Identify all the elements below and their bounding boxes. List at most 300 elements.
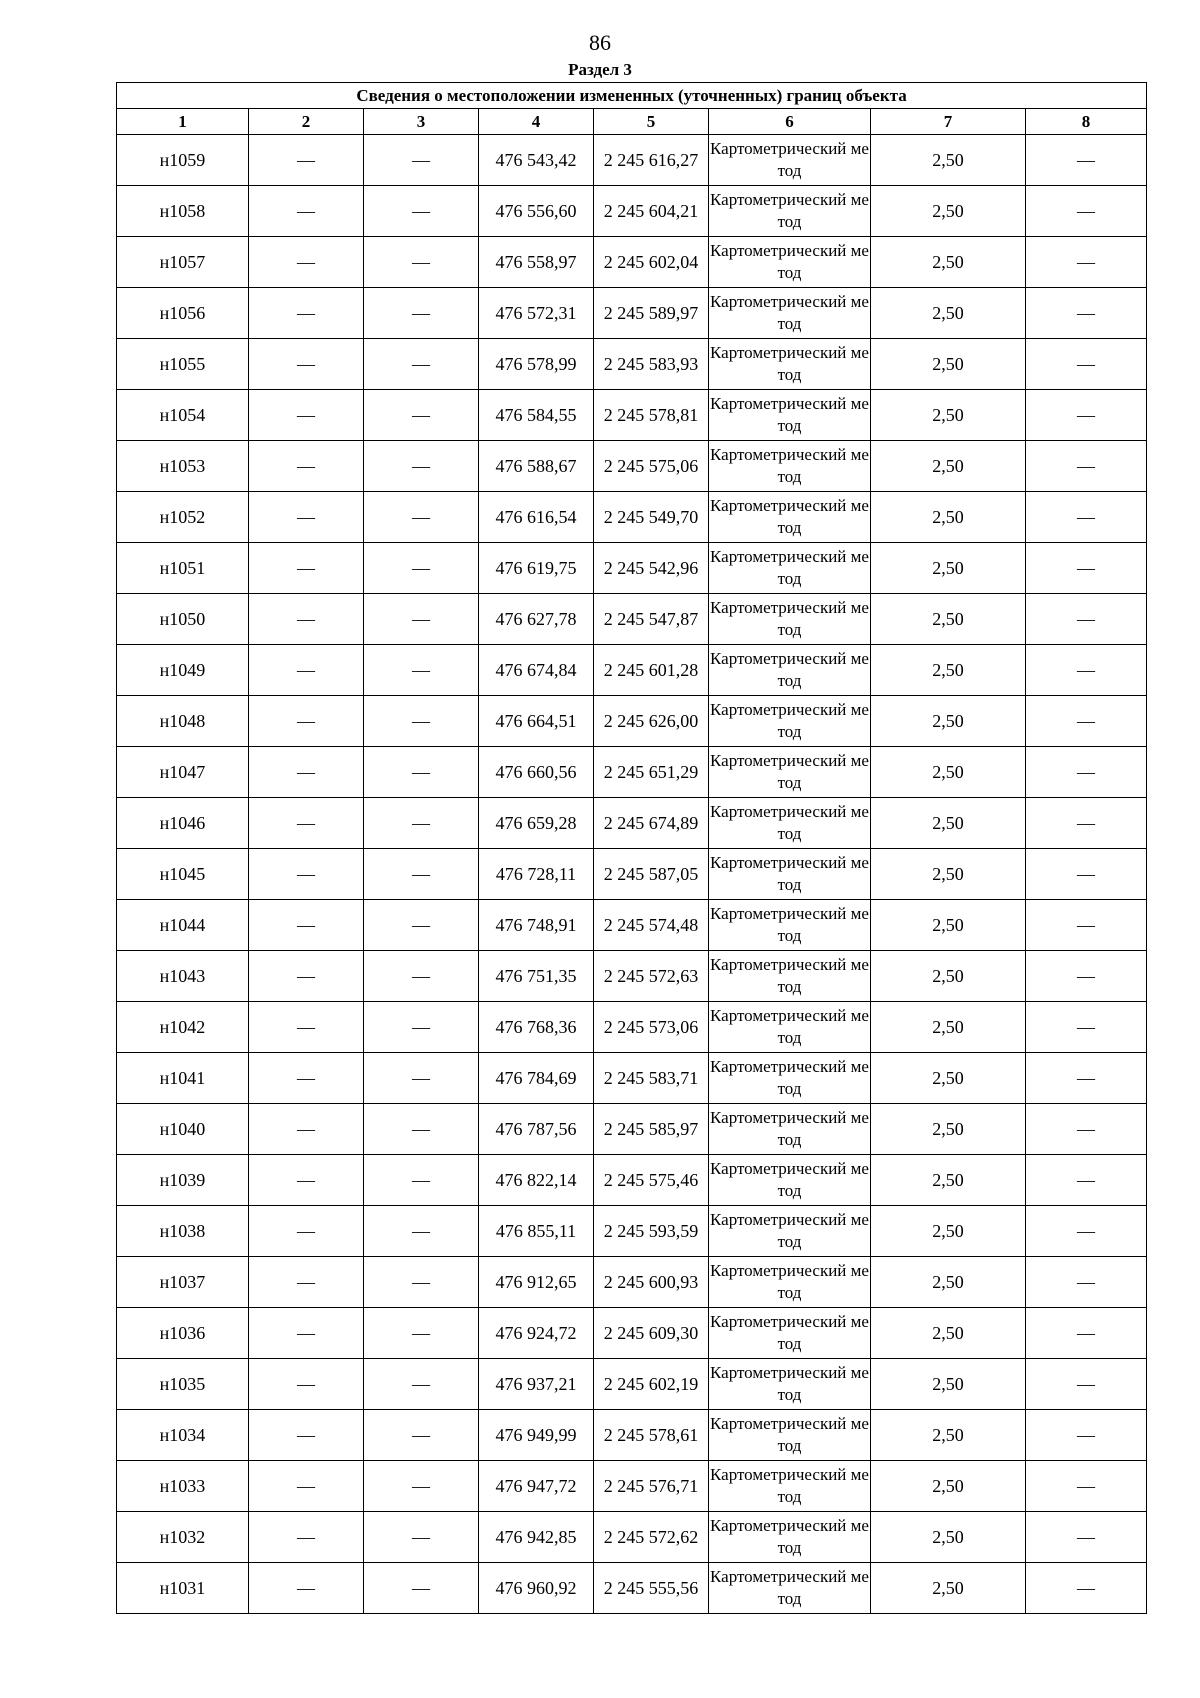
point-name: н1034 [117,1410,249,1461]
y-coordinate: 2 245 574,48 [594,900,709,951]
x-coordinate: 476 784,69 [479,1053,594,1104]
accuracy-cell: 2,50 [871,1206,1026,1257]
col3-cell: — [364,1410,479,1461]
method-cell [709,237,871,288]
col3-cell: — [364,543,479,594]
y-coordinate: 2 245 576,71 [594,1461,709,1512]
point-name: н1054 [117,390,249,441]
y-coordinate: 2 245 547,87 [594,594,709,645]
table-row [117,237,1147,288]
method-text: Картометрический метод [710,1107,869,1149]
x-coordinate: 476 912,65 [479,1257,594,1308]
y-coordinate: 2 245 578,61 [594,1410,709,1461]
col8-cell: — [1026,747,1147,798]
method-cell [709,1002,871,1053]
col8-cell: — [1026,1053,1147,1104]
method-text: Картометрический метод [710,1056,869,1098]
point-name: н1044 [117,900,249,951]
col2-cell: — [249,1359,364,1410]
col2-cell: — [249,339,364,390]
col8-cell: — [1026,135,1147,186]
table-row [117,849,1147,900]
method-cell [709,186,871,237]
point-name: н1039 [117,1155,249,1206]
y-coordinate: 2 245 593,59 [594,1206,709,1257]
point-name: н1031 [117,1563,249,1614]
x-coordinate: 476 949,99 [479,1410,594,1461]
column-number: 6 [709,109,871,135]
point-name: н1045 [117,849,249,900]
point-name: н1040 [117,1104,249,1155]
table-caption: Сведения о местоположении измененных (уточненных) границ объекта [117,83,1147,109]
y-coordinate: 2 245 602,19 [594,1359,709,1410]
point-name: н1032 [117,1512,249,1563]
col3-cell: — [364,594,479,645]
col8-cell: — [1026,1257,1147,1308]
x-coordinate: 476 924,72 [479,1308,594,1359]
col2-cell: — [249,645,364,696]
method-cell [709,288,871,339]
y-coordinate: 2 245 572,62 [594,1512,709,1563]
col8-cell: — [1026,339,1147,390]
col8-cell: — [1026,1563,1147,1614]
col2-cell: — [249,1206,364,1257]
method-text: Картометрический метод [710,1413,869,1455]
table-row [117,1512,1147,1563]
method-text: Картометрический метод [710,138,869,180]
accuracy-cell: 2,50 [871,849,1026,900]
table-row [117,492,1147,543]
method-cell [709,1308,871,1359]
y-coordinate: 2 245 573,06 [594,1002,709,1053]
y-coordinate: 2 245 555,56 [594,1563,709,1614]
col3-cell: — [364,645,479,696]
method-text: Картометрический метод [710,1209,869,1251]
table-row [117,441,1147,492]
y-coordinate: 2 245 575,46 [594,1155,709,1206]
table-row [117,390,1147,441]
y-coordinate: 2 245 674,89 [594,798,709,849]
table-row [117,1206,1147,1257]
method-text: Картометрический метод [710,903,869,945]
method-cell [709,798,871,849]
accuracy-cell: 2,50 [871,1308,1026,1359]
method-cell [709,135,871,186]
table-row [117,696,1147,747]
y-coordinate: 2 245 609,30 [594,1308,709,1359]
method-cell [709,1257,871,1308]
boundary-coordinates-table [116,82,1147,1614]
col2-cell: — [249,1155,364,1206]
method-text: Картометрический метод [710,291,869,333]
x-coordinate: 476 855,11 [479,1206,594,1257]
col8-cell: — [1026,1512,1147,1563]
y-coordinate: 2 245 601,28 [594,645,709,696]
col2-cell: — [249,1002,364,1053]
method-cell [709,1155,871,1206]
method-cell [709,390,871,441]
method-text: Картометрический метод [710,750,869,792]
method-cell [709,900,871,951]
col3-cell: — [364,1155,479,1206]
table-row [117,288,1147,339]
col2-cell: — [249,1410,364,1461]
x-coordinate: 476 664,51 [479,696,594,747]
accuracy-cell: 2,50 [871,747,1026,798]
col2-cell: — [249,798,364,849]
col2-cell: — [249,1461,364,1512]
method-cell [709,1512,871,1563]
col8-cell: — [1026,237,1147,288]
x-coordinate: 476 619,75 [479,543,594,594]
method-text: Картометрический метод [710,1311,869,1353]
col3-cell: — [364,1359,479,1410]
method-text: Картометрический метод [710,801,869,843]
method-cell [709,1359,871,1410]
y-coordinate: 2 245 572,63 [594,951,709,1002]
accuracy-cell: 2,50 [871,390,1026,441]
x-coordinate: 476 558,97 [479,237,594,288]
method-cell [709,441,871,492]
point-name: н1038 [117,1206,249,1257]
x-coordinate: 476 751,35 [479,951,594,1002]
method-cell [709,543,871,594]
x-coordinate: 476 960,92 [479,1563,594,1614]
table-row [117,594,1147,645]
x-coordinate: 476 588,67 [479,441,594,492]
point-name: н1047 [117,747,249,798]
col2-cell: — [249,951,364,1002]
section-title: Раздел 3 [568,60,632,79]
accuracy-cell: 2,50 [871,696,1026,747]
method-text: Картометрический метод [710,444,869,486]
method-text: Картометрический метод [710,852,869,894]
column-number: 7 [871,109,1026,135]
col8-cell: — [1026,1206,1147,1257]
method-cell [709,492,871,543]
col8-cell: — [1026,798,1147,849]
accuracy-cell: 2,50 [871,237,1026,288]
accuracy-cell: 2,50 [871,798,1026,849]
method-text: Картометрический метод [710,699,869,741]
y-coordinate: 2 245 575,06 [594,441,709,492]
table-row [117,339,1147,390]
accuracy-cell: 2,50 [871,1155,1026,1206]
x-coordinate: 476 556,60 [479,186,594,237]
y-coordinate: 2 245 587,05 [594,849,709,900]
y-coordinate: 2 245 589,97 [594,288,709,339]
method-text: Картометрический метод [710,1260,869,1302]
accuracy-cell: 2,50 [871,1053,1026,1104]
table-row [117,798,1147,849]
accuracy-cell: 2,50 [871,1563,1026,1614]
accuracy-cell: 2,50 [871,1512,1026,1563]
page-number: 86 [589,30,611,55]
method-cell [709,1563,871,1614]
accuracy-cell: 2,50 [871,1359,1026,1410]
col2-cell: — [249,1257,364,1308]
col8-cell: — [1026,696,1147,747]
point-name: н1051 [117,543,249,594]
point-name: н1033 [117,1461,249,1512]
col8-cell: — [1026,900,1147,951]
col8-cell: — [1026,594,1147,645]
point-name: н1048 [117,696,249,747]
point-name: н1057 [117,237,249,288]
method-cell [709,1410,871,1461]
col3-cell: — [364,492,479,543]
col8-cell: — [1026,1002,1147,1053]
method-text: Картометрический метод [710,1464,869,1506]
column-number: 8 [1026,109,1147,135]
point-name: н1052 [117,492,249,543]
col8-cell: — [1026,849,1147,900]
y-coordinate: 2 245 604,21 [594,186,709,237]
y-coordinate: 2 245 585,97 [594,1104,709,1155]
table-row [117,747,1147,798]
accuracy-cell: 2,50 [871,186,1026,237]
table-row [117,1461,1147,1512]
point-name: н1053 [117,441,249,492]
col2-cell: — [249,900,364,951]
col2-cell: — [249,390,364,441]
y-coordinate: 2 245 602,04 [594,237,709,288]
accuracy-cell: 2,50 [871,951,1026,1002]
col3-cell: — [364,237,479,288]
accuracy-cell: 2,50 [871,1257,1026,1308]
point-name: н1042 [117,1002,249,1053]
table-row [117,1002,1147,1053]
x-coordinate: 476 543,42 [479,135,594,186]
col2-cell: — [249,1563,364,1614]
method-text: Картометрический метод [710,546,869,588]
col3-cell: — [364,747,479,798]
col3-cell: — [364,798,479,849]
method-cell [709,645,871,696]
table-body [117,135,1147,1614]
method-text: Картометрический метод [710,1566,869,1608]
table-row [117,1563,1147,1614]
method-cell [709,1461,871,1512]
col3-cell: — [364,135,479,186]
table-row [117,1053,1147,1104]
col2-cell: — [249,492,364,543]
accuracy-cell: 2,50 [871,645,1026,696]
col2-cell: — [249,696,364,747]
column-number: 5 [594,109,709,135]
x-coordinate: 476 728,11 [479,849,594,900]
method-text: Картометрический метод [710,954,869,996]
col3-cell: — [364,441,479,492]
method-cell [709,849,871,900]
col8-cell: — [1026,1155,1147,1206]
col2-cell: — [249,594,364,645]
point-name: н1041 [117,1053,249,1104]
col2-cell: — [249,237,364,288]
x-coordinate: 476 947,72 [479,1461,594,1512]
y-coordinate: 2 245 549,70 [594,492,709,543]
accuracy-cell: 2,50 [871,288,1026,339]
col2-cell: — [249,1104,364,1155]
col2-cell: — [249,543,364,594]
method-cell [709,696,871,747]
accuracy-cell: 2,50 [871,900,1026,951]
x-coordinate: 476 578,99 [479,339,594,390]
x-coordinate: 476 748,91 [479,900,594,951]
table-row [117,543,1147,594]
x-coordinate: 476 822,14 [479,1155,594,1206]
y-coordinate: 2 245 542,96 [594,543,709,594]
col2-cell: — [249,441,364,492]
accuracy-cell: 2,50 [871,1104,1026,1155]
x-coordinate: 476 660,56 [479,747,594,798]
table-row [117,186,1147,237]
col3-cell: — [364,1104,479,1155]
table-row [117,1104,1147,1155]
column-number: 2 [249,109,364,135]
x-coordinate: 476 674,84 [479,645,594,696]
table-row [117,951,1147,1002]
accuracy-cell: 2,50 [871,1002,1026,1053]
point-name: н1059 [117,135,249,186]
method-text: Картометрический метод [710,648,869,690]
col8-cell: — [1026,1104,1147,1155]
point-name: н1035 [117,1359,249,1410]
col3-cell: — [364,390,479,441]
table-row [117,645,1147,696]
y-coordinate: 2 245 583,93 [594,339,709,390]
method-text: Картометрический метод [710,240,869,282]
table-row [117,1410,1147,1461]
x-coordinate: 476 937,21 [479,1359,594,1410]
method-text: Картометрический метод [710,342,869,384]
y-coordinate: 2 245 651,29 [594,747,709,798]
accuracy-cell: 2,50 [871,135,1026,186]
accuracy-cell: 2,50 [871,543,1026,594]
method-text: Картометрический метод [710,495,869,537]
y-coordinate: 2 245 583,71 [594,1053,709,1104]
col3-cell: — [364,951,479,1002]
method-cell [709,951,871,1002]
col3-cell: — [364,1461,479,1512]
point-name: н1036 [117,1308,249,1359]
x-coordinate: 476 768,36 [479,1002,594,1053]
table-row [117,1308,1147,1359]
method-text: Картометрический метод [710,597,869,639]
col3-cell: — [364,186,479,237]
table-row [117,900,1147,951]
table-row [117,1257,1147,1308]
y-coordinate: 2 245 616,27 [594,135,709,186]
y-coordinate: 2 245 600,93 [594,1257,709,1308]
accuracy-cell: 2,50 [871,1461,1026,1512]
accuracy-cell: 2,50 [871,594,1026,645]
method-text: Картометрический метод [710,393,869,435]
x-coordinate: 476 584,55 [479,390,594,441]
method-text: Картометрический метод [710,1005,869,1047]
table-row [117,135,1147,186]
col2-cell: — [249,747,364,798]
x-coordinate: 476 942,85 [479,1512,594,1563]
col8-cell: — [1026,492,1147,543]
col8-cell: — [1026,951,1147,1002]
col8-cell: — [1026,1461,1147,1512]
col8-cell: — [1026,543,1147,594]
col8-cell: — [1026,645,1147,696]
col8-cell: — [1026,1308,1147,1359]
col2-cell: — [249,1308,364,1359]
method-cell [709,1053,871,1104]
accuracy-cell: 2,50 [871,1410,1026,1461]
point-name: н1043 [117,951,249,1002]
table-row [117,1359,1147,1410]
col2-cell: — [249,186,364,237]
y-coordinate: 2 245 578,81 [594,390,709,441]
table-row [117,1155,1147,1206]
col2-cell: — [249,1512,364,1563]
method-text: Картометрический метод [710,1362,869,1404]
method-cell [709,747,871,798]
point-name: н1037 [117,1257,249,1308]
col2-cell: — [249,849,364,900]
method-text: Картометрический метод [710,1515,869,1557]
point-name: н1050 [117,594,249,645]
col2-cell: — [249,1053,364,1104]
accuracy-cell: 2,50 [871,441,1026,492]
col3-cell: — [364,1308,479,1359]
point-name: н1046 [117,798,249,849]
point-name: н1056 [117,288,249,339]
col3-cell: — [364,288,479,339]
accuracy-cell: 2,50 [871,339,1026,390]
point-name: н1049 [117,645,249,696]
col8-cell: — [1026,1359,1147,1410]
col3-cell: — [364,1512,479,1563]
col3-cell: — [364,1002,479,1053]
col2-cell: — [249,288,364,339]
col8-cell: — [1026,186,1147,237]
point-name: н1058 [117,186,249,237]
col3-cell: — [364,1257,479,1308]
method-text: Картометрический метод [710,1158,869,1200]
x-coordinate: 476 572,31 [479,288,594,339]
point-name: н1055 [117,339,249,390]
x-coordinate: 476 616,54 [479,492,594,543]
column-number: 4 [479,109,594,135]
col3-cell: — [364,339,479,390]
x-coordinate: 476 787,56 [479,1104,594,1155]
y-coordinate: 2 245 626,00 [594,696,709,747]
column-number: 1 [117,109,249,135]
col3-cell: — [364,900,479,951]
x-coordinate: 476 627,78 [479,594,594,645]
x-coordinate: 476 659,28 [479,798,594,849]
method-cell [709,594,871,645]
method-cell [709,1104,871,1155]
col3-cell: — [364,1206,479,1257]
col8-cell: — [1026,288,1147,339]
col3-cell: — [364,696,479,747]
accuracy-cell: 2,50 [871,492,1026,543]
col3-cell: — [364,1053,479,1104]
col2-cell: — [249,135,364,186]
method-cell [709,339,871,390]
column-number: 3 [364,109,479,135]
col3-cell: — [364,849,479,900]
col3-cell: — [364,1563,479,1614]
col8-cell: — [1026,441,1147,492]
method-text: Картометрический метод [710,189,869,231]
